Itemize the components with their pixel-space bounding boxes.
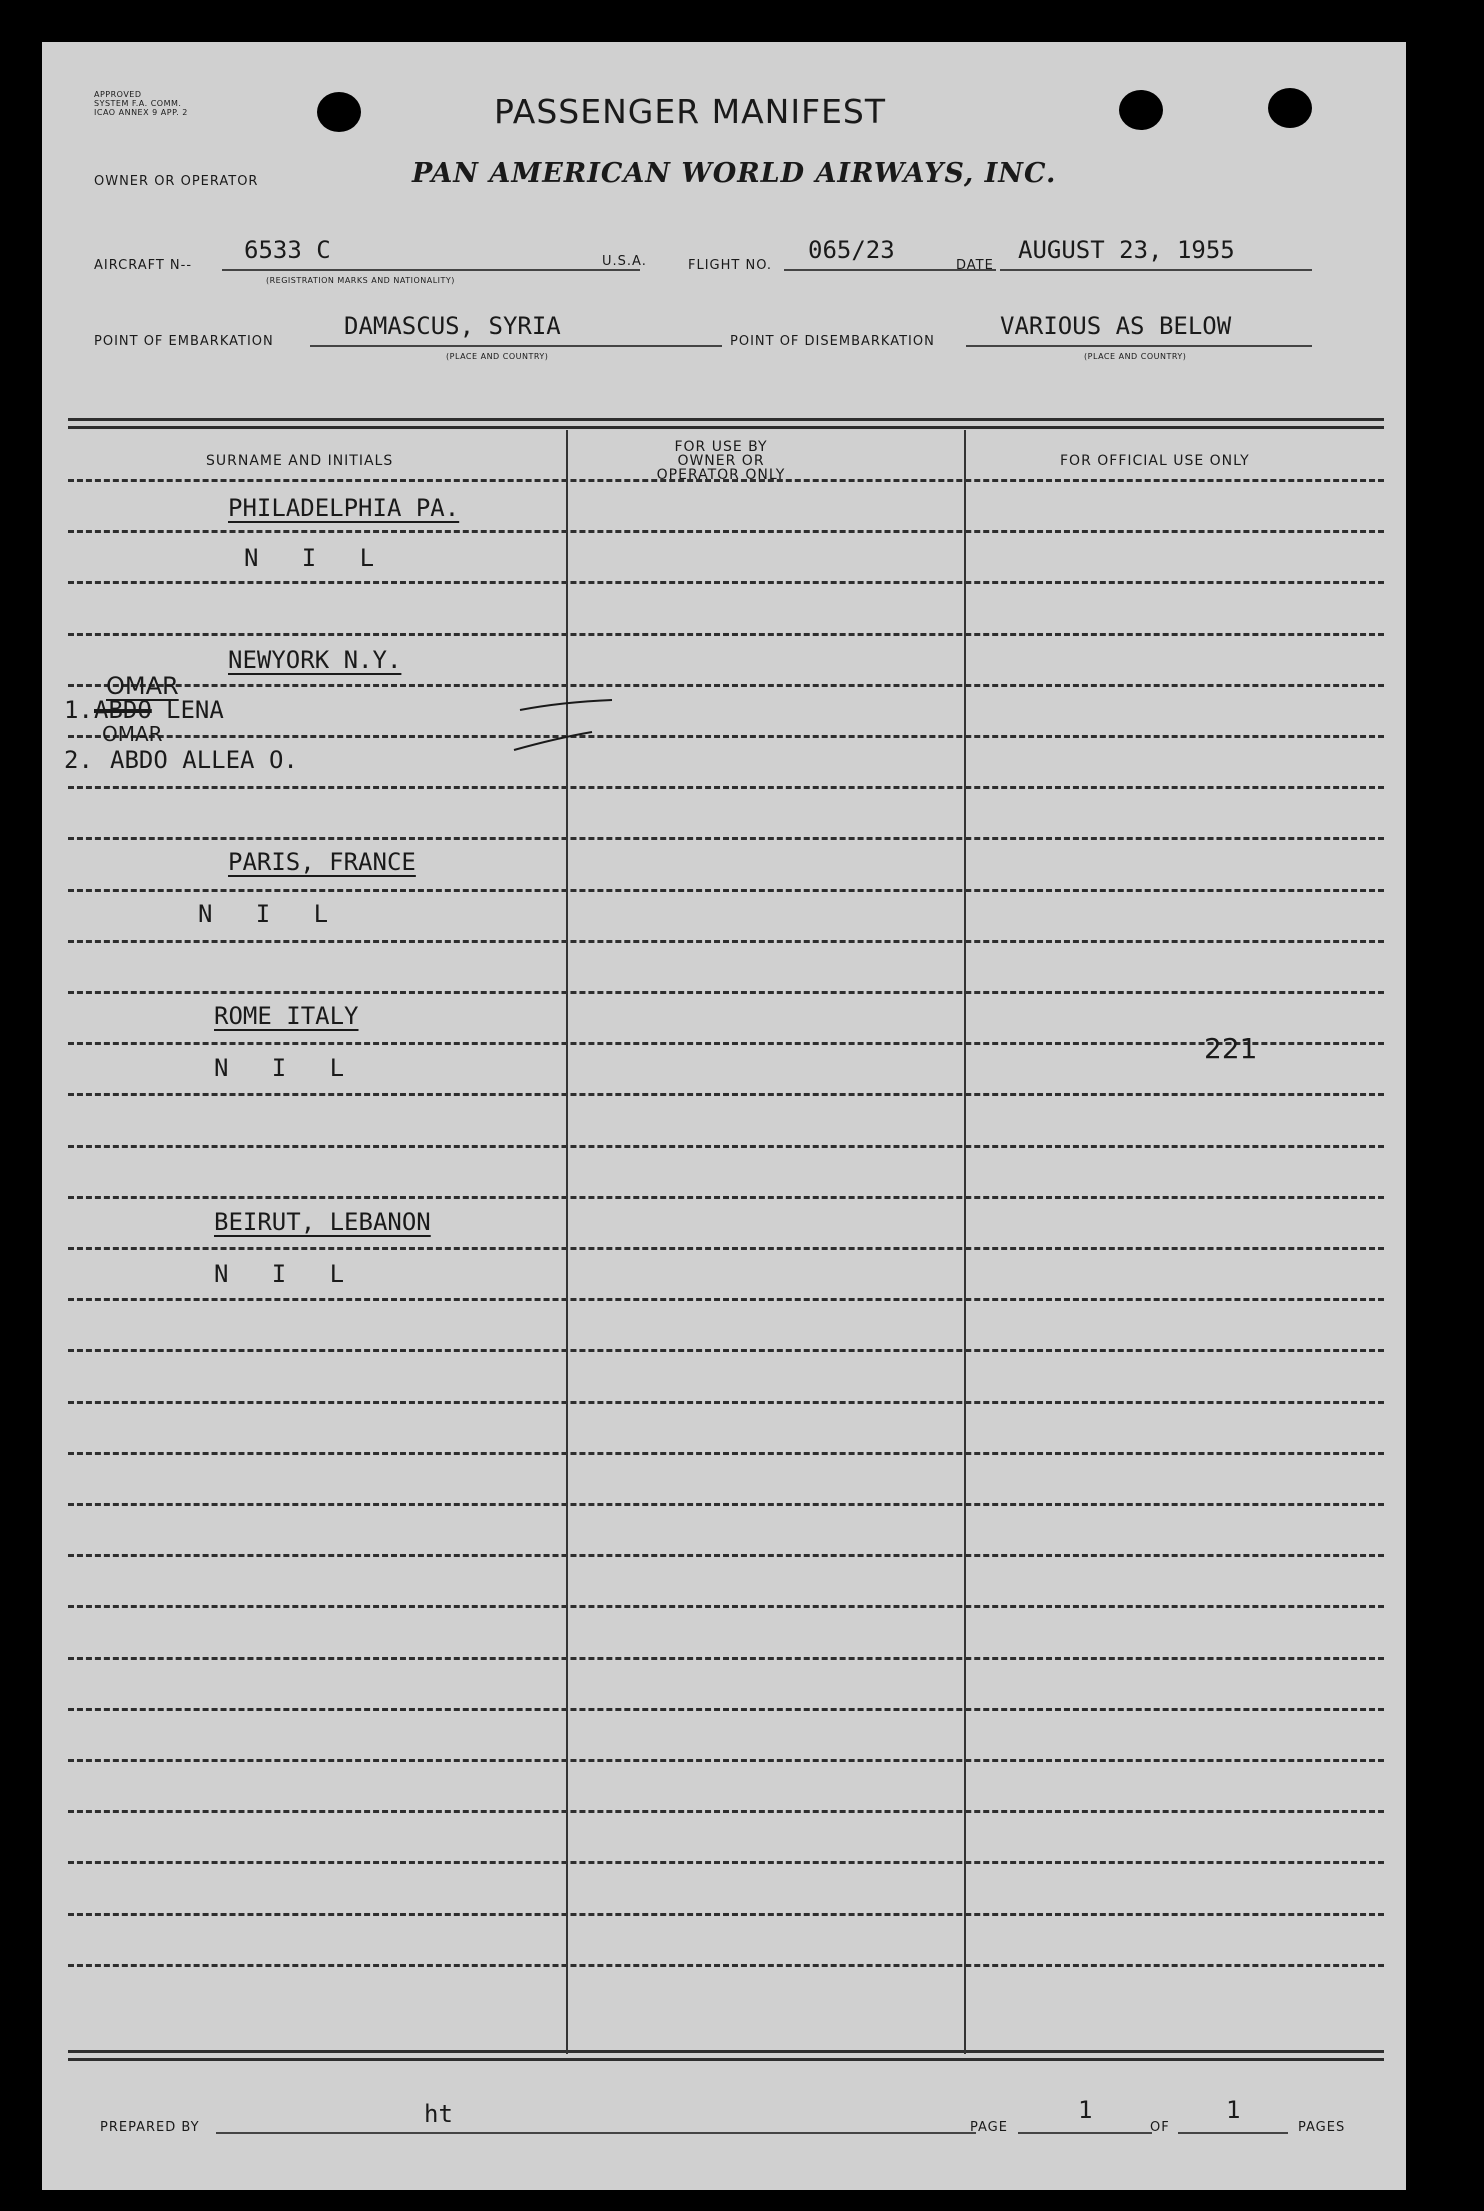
approval-stamp xyxy=(94,90,188,117)
aircraft-caption: (REGISTRATION MARKS AND NATIONALITY) xyxy=(266,276,455,285)
form-rule-line xyxy=(68,1503,1384,1506)
passenger-2-surname-correction: OMAR xyxy=(102,722,163,746)
owner-operator-label: OWNER OR OPERATOR xyxy=(94,174,259,189)
form-rule-line xyxy=(68,940,1384,943)
form-rule-line xyxy=(68,581,1384,584)
embarkation-fill-line xyxy=(310,345,722,347)
form-rule-line xyxy=(68,633,1384,636)
form-rule-line xyxy=(68,1093,1384,1096)
form-rule-line xyxy=(68,837,1384,840)
form-rule-line xyxy=(68,1913,1384,1916)
embarkation-caption: (PLACE AND COUNTRY) xyxy=(446,352,549,361)
aircraft-fill-line xyxy=(222,269,640,271)
form-rule-line xyxy=(68,1145,1384,1148)
destination-rome: ROME ITALY xyxy=(214,1002,359,1030)
form-rule-line xyxy=(68,735,1384,738)
punch-hole-left xyxy=(317,92,361,132)
form-rule-line xyxy=(68,2058,1384,2061)
form-rule-line xyxy=(68,1554,1384,1557)
form-rule-line xyxy=(68,684,1384,687)
aircraft-value: 6533 C xyxy=(244,236,331,264)
form-rule-line xyxy=(68,418,1384,421)
passenger-1-number: 1. xyxy=(64,696,93,724)
form-rule-line xyxy=(68,1196,1384,1199)
usa-label: U.S.A. xyxy=(602,254,647,269)
aircraft-label: AIRCRAFT N-- xyxy=(94,258,193,273)
form-rule-line xyxy=(68,1605,1384,1608)
passenger-1-surname-correction: OMAR xyxy=(106,672,179,700)
page-label: PAGE xyxy=(970,2120,1008,2135)
embarkation-value: DAMASCUS, SYRIA xyxy=(344,312,561,340)
column-header-official-use: FOR OFFICIAL USE ONLY xyxy=(1060,453,1250,469)
form-rule-line xyxy=(68,1298,1384,1301)
column-header-surname: SURNAME AND INITIALS xyxy=(206,453,394,469)
flight-no-label: FLIGHT NO. xyxy=(688,258,773,273)
column-divider-1 xyxy=(566,430,568,2054)
page-fill-line xyxy=(1018,2132,1152,2134)
form-rule-line xyxy=(68,2050,1384,2053)
approval-line-3: ICAO ANNEX 9 APP. 2 xyxy=(94,108,188,117)
form-rule-line xyxy=(68,1759,1384,1762)
form-rule-line xyxy=(68,1042,1384,1045)
punch-hole-right-2 xyxy=(1268,88,1312,128)
destination-paris: PARIS, FRANCE xyxy=(228,848,416,876)
date-fill-line xyxy=(1000,269,1312,271)
form-rule-line xyxy=(68,991,1384,994)
paris-nil: N I L xyxy=(198,900,329,928)
passenger-1-name: LENA xyxy=(166,696,224,724)
airline-name: PAN AMERICAN WORLD AIRWAYS, INC. xyxy=(412,158,1057,189)
passenger-1-struck-surname: ABDO xyxy=(94,696,152,724)
disembarkation-caption: (PLACE AND COUNTRY) xyxy=(1084,352,1187,361)
form-rule-line xyxy=(68,1964,1384,1967)
form-rule-line xyxy=(68,530,1384,533)
approval-line-2: SYSTEM F.A. COMM. xyxy=(94,99,182,108)
page-value: 1 xyxy=(1078,2096,1093,2124)
form-title: PASSENGER MANIFEST xyxy=(494,92,887,131)
form-rule-line xyxy=(68,426,1384,429)
of-fill-line xyxy=(1178,2132,1288,2134)
form-rule-line xyxy=(68,1349,1384,1352)
column-divider-2 xyxy=(964,430,966,2054)
destination-newyork: NEWYORK N.Y. xyxy=(228,646,402,674)
of-value: 1 xyxy=(1226,2096,1241,2124)
passenger-2-name: ABDO ALLEA O. xyxy=(110,746,298,774)
of-label: OF xyxy=(1150,2120,1170,2135)
beirut-nil: N I L xyxy=(214,1260,345,1288)
approval-line-1: APPROVED xyxy=(94,90,142,99)
destination-philadelphia: PHILADELPHIA PA. xyxy=(228,494,460,522)
prepared-by-fill-line xyxy=(216,2132,976,2134)
form-rule-line xyxy=(68,786,1384,789)
form-rule-line xyxy=(68,1708,1384,1711)
pages-label: PAGES xyxy=(1298,2120,1346,2135)
prepared-by-label: PREPARED BY xyxy=(100,2120,200,2135)
manifest-sheet xyxy=(42,42,1406,2190)
disembarkation-label: POINT OF DISEMBARKATION xyxy=(730,334,935,349)
disembarkation-value: VARIOUS AS BELOW xyxy=(1000,312,1232,340)
form-rule-line xyxy=(68,479,1384,482)
column-header-owner-use: FOR USE BY OWNER OR OPERATOR ONLY xyxy=(656,439,786,483)
passenger-2-number: 2. xyxy=(64,746,93,774)
form-rule-line xyxy=(68,1657,1384,1660)
form-rule-line xyxy=(68,1861,1384,1864)
philadelphia-nil: N I L xyxy=(244,544,375,572)
form-rule-line xyxy=(68,1810,1384,1813)
date-label: DATE xyxy=(956,258,994,273)
punch-hole-right-1 xyxy=(1119,90,1163,130)
disembarkation-fill-line xyxy=(966,345,1312,347)
form-rule-line xyxy=(68,1247,1384,1250)
official-use-number: 221 xyxy=(1204,1032,1258,1065)
form-rule-line xyxy=(68,889,1384,892)
destination-beirut: BEIRUT, LEBANON xyxy=(214,1208,431,1236)
embarkation-label: POINT OF EMBARKATION xyxy=(94,334,274,349)
form-rule-line xyxy=(68,1452,1384,1455)
form-rule-line xyxy=(68,1401,1384,1404)
prepared-by-value: ht xyxy=(424,2100,453,2128)
date-value: AUGUST 23, 1955 xyxy=(1018,236,1235,264)
handwritten-check-marks xyxy=(512,692,632,762)
flight-no-value: 065/23 xyxy=(808,236,895,264)
rome-nil: N I L xyxy=(214,1054,345,1082)
